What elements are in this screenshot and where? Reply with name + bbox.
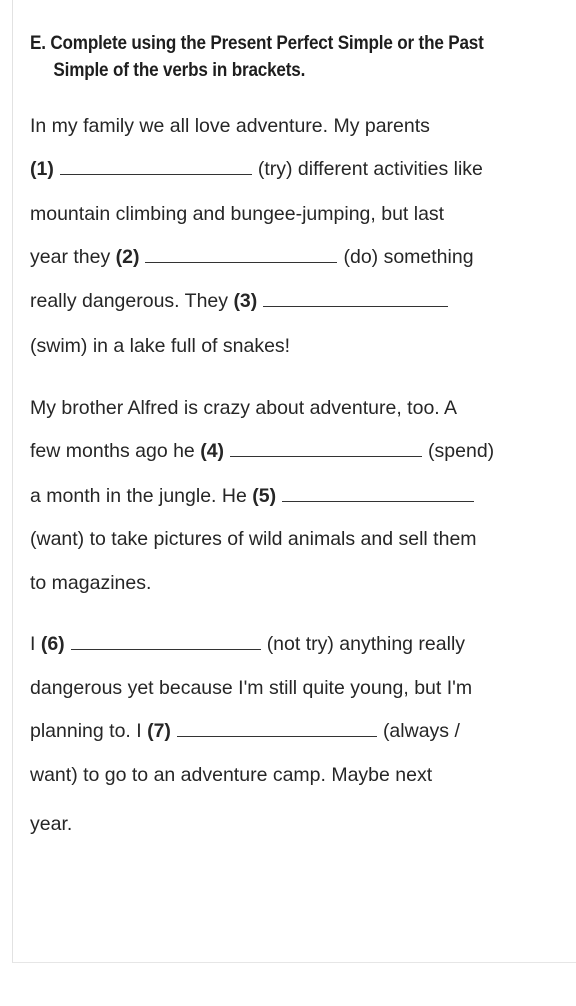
paragraph-2-line-5: to magazines. xyxy=(30,572,152,594)
answer-blank-2[interactable] xyxy=(145,246,337,263)
answer-blank-6[interactable] xyxy=(71,633,261,650)
paragraph-1-line-3: mountain climbing and bungee-jumping, but last xyxy=(30,203,445,225)
paragraph-2-line-3: a month in the jungle. He (5) xyxy=(30,484,480,508)
gap-number-1: (1) xyxy=(30,158,54,180)
answer-blank-3[interactable] xyxy=(263,290,448,307)
answer-blank-7[interactable] xyxy=(177,720,377,737)
paragraph-1-line-5: really dangerous. They (3) xyxy=(30,289,454,313)
paragraph-1-line-6: (swim) in a lake full of snakes! xyxy=(30,335,291,357)
paragraph-3-line-3: planning to. I (7) (always / xyxy=(30,720,460,742)
paragraph-3-line-1: I (6) (not try) anything really xyxy=(30,633,466,655)
paragraph-1-line-4: year they (2) (do) something xyxy=(30,246,474,268)
paragraph-2-line-4: (want) to take pictures of wild animals and sell them xyxy=(30,528,477,550)
exercise-heading xyxy=(30,30,484,84)
paragraph-2-line-1: My brother Alfred is crazy about adventure, too. A xyxy=(30,397,458,419)
gap-number-7: (7) xyxy=(147,720,171,742)
answer-blank-1[interactable] xyxy=(60,158,252,175)
answer-blank-4[interactable] xyxy=(230,440,422,457)
heading-line-1: E. Complete using the Present Perfect Simple or the Past xyxy=(30,33,484,54)
gap-number-2: (2) xyxy=(115,246,140,268)
answer-blank-5[interactable] xyxy=(282,485,474,502)
paragraph-1-line-2: (1) (try) different activities like xyxy=(30,158,483,180)
gap-number-5: (5) xyxy=(252,485,277,507)
gap-number-3: (3) xyxy=(233,290,258,312)
gap-number-4: (4) xyxy=(200,440,225,462)
gap-number-6: (6) xyxy=(40,633,65,655)
paragraph-1-line-1: In my family we all love adventure. My parents xyxy=(30,115,430,137)
page-border xyxy=(12,0,576,963)
paragraph-2-line-2: few months ago he (4) (spend) xyxy=(30,440,495,462)
paragraph-3-line-4: want) to go to an adventure camp. Maybe next xyxy=(30,764,433,786)
paragraph-3-line-5: year. xyxy=(30,813,73,835)
paragraph-3-line-2: dangerous yet because I'm still quite young, but I'm xyxy=(30,677,473,699)
heading-line-2: Simple of the verbs in brackets. xyxy=(53,60,306,81)
